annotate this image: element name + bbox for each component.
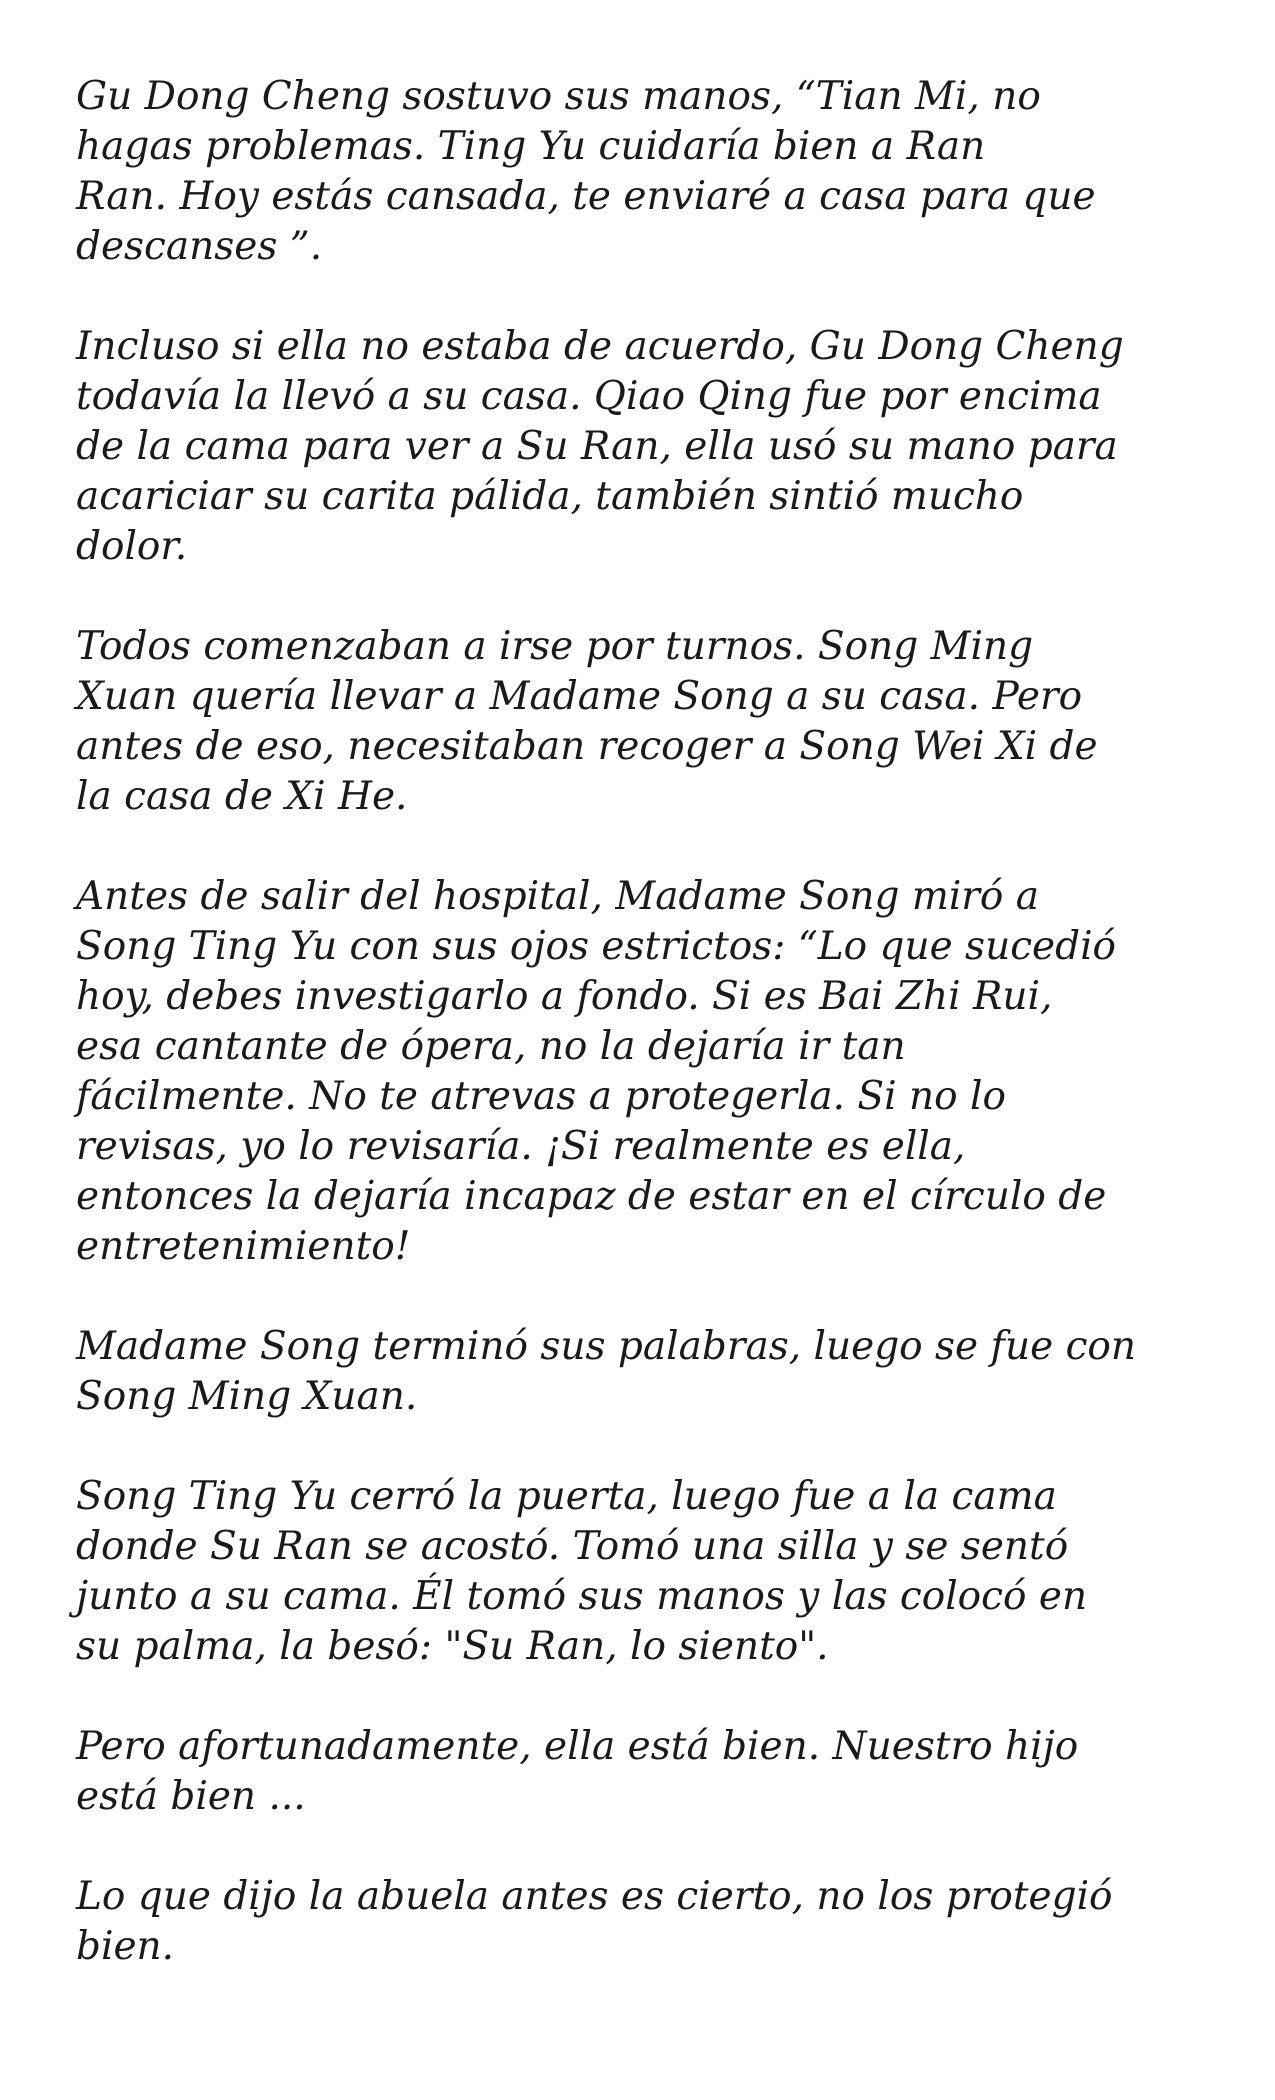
- paragraph: Song Ting Yu cerró la puerta, luego fue a la cama donde Su Ran se acostó. Tomó una silla y se sentó junto a su cama. Él tomó sus manos y las colocó en su palma, la besó: "Su Ran, lo siento".: [76, 1474, 1088, 1669]
- paragraph: Lo que dijo la abuela antes es cierto, no los protegió bien.: [76, 1874, 1113, 1969]
- paragraph: Pero afortunadamente, ella está bien. Nuestro hijo está bien ...: [76, 1724, 1079, 1819]
- paragraph: Incluso si ella no estaba de acuerdo, Gu Dong Cheng todavía la llevó a su casa. Qiao Qing fue por encima de la cama para ver a Su Ran, ella usó su mano para acariciar su carita pálida, también sintió mucho dolor.: [76, 324, 1124, 569]
- paragraph: Antes de salir del hospital, Madame Song miró a Song Ting Yu con sus ojos estrictos: “Lo que sucedió hoy, debes investigarlo a fondo. Si es Bai Zhi Rui, esa cantante de ópera, no la dejaría ir tan fácilmente. No te atrevas a protegerla. Si no lo revisas, yo lo revisaría. ¡Si realmente es ella, entonces la dejaría incapaz de estar en el círculo de entretenimiento!: [76, 874, 1117, 1269]
- paragraph: Madame Song terminó sus palabras, luego se fue con Song Ming Xuan.: [76, 1324, 1137, 1419]
- paragraph: Todos comenzaban a irse por turnos. Song Ming Xuan quería llevar a Madame Song a su casa. Pero antes de eso, necesitaban recoger a Song Wei Xi de la casa de Xi He.: [76, 624, 1098, 819]
- paragraph: Gu Dong Cheng sostuvo sus manos, “Tian Mi, no hagas problemas. Ting Yu cuidaría bien a Ran Ran. Hoy estás cansada, te enviaré a casa para que descanses ”.: [76, 74, 1096, 269]
- reading-page: [76, 72, 1216, 2022]
